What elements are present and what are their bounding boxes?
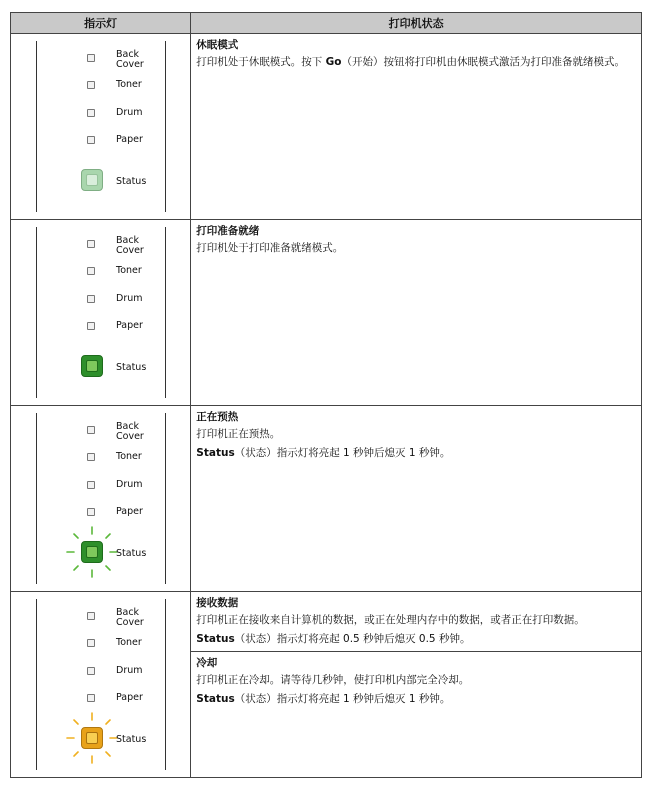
toner-label: Toner [116,451,142,462]
printer-status-cell [191,220,642,406]
status-label: Status [116,734,147,745]
paper-label: Paper [116,506,143,517]
drum-led-icon [87,109,95,117]
status-description: 打印机处于休眠模式。按下 Go（开始）按钮将打印机由休眠模式激活为打印准备就绪模式。 [196,56,625,68]
toner-led-icon [87,267,95,275]
paper-label: Paper [116,134,143,145]
back-cover-label: Back Cover [116,607,144,628]
status-title: 接收数据 [196,597,239,609]
table-header-row [11,13,642,34]
toner-led-icon [87,453,95,461]
drum-led-icon [87,481,95,489]
indicator-panel [36,413,166,584]
status-led-blinking-green-icon [81,541,103,563]
drum-label: Drum [116,479,143,490]
back-cover-label: Back Cover [116,421,144,442]
status-title: 正在预热 [196,411,239,423]
drum-led-icon [87,295,95,303]
indicator-panel-cell [11,220,191,406]
back-cover-label: Back Cover [116,49,144,70]
back-cover-led-icon [87,612,95,620]
drum-label: Drum [116,107,143,118]
indicator-panel-cell [11,592,191,778]
back-cover-led-icon [87,426,95,434]
back-cover-led-icon [87,240,95,248]
status-description-cooling: 打印机正在冷却。请等待几秒钟，使打印机内部完全冷却。 [196,674,470,686]
status-blink-description-cooling: Status（状态）指示灯将亮起 1 秒钟后熄灭 1 秒钟。 [196,693,451,705]
status-led-off-icon [81,169,103,191]
status-description: 打印机正在预热。 [196,428,281,440]
table-row [11,220,642,406]
status-blink-description: Status（状态）指示灯将亮起 1 秒钟后熄灭 1 秒钟。 [196,447,451,459]
status-description: 打印机正在接收来自计算机的数据，或正在处理内存中的数据，或者正在打印数据。 [196,614,585,626]
status-led-blinking-amber-icon [81,727,103,749]
status-label: Status [116,548,147,559]
status-led-on-icon [81,355,103,377]
table-row [11,592,642,778]
indicator-panel-cell [11,406,191,592]
printer-status-cell [191,34,642,220]
indicator-panel [36,599,166,770]
printer-status-cell [191,592,642,778]
header-indicator: 指示灯 [11,13,191,34]
indicator-panel [36,227,166,398]
paper-label: Paper [116,320,143,331]
status-title: 休眠模式 [196,39,239,51]
toner-label: Toner [116,265,142,276]
paper-led-icon [87,136,95,144]
status-blink-description: Status（状态）指示灯将亮起 0.5 秒钟后熄灭 0.5 秒钟。 [196,633,471,645]
led-status-table [10,12,642,778]
paper-label: Paper [116,692,143,703]
indicator-panel [36,41,166,212]
drum-label: Drum [116,293,143,304]
back-cover-label: Back Cover [116,235,144,256]
toner-led-icon [87,639,95,647]
paper-led-icon [87,694,95,702]
drum-label: Drum [116,665,143,676]
indicator-panel-cell [11,34,191,220]
status-title-cooling: 冷却 [196,657,218,669]
paper-led-icon [87,322,95,330]
table-row [11,406,642,592]
header-printer-status: 打印机状态 [191,13,642,34]
status-label: Status [116,362,147,373]
toner-led-icon [87,81,95,89]
printer-status-cell [191,406,642,592]
status-label: Status [116,176,147,187]
toner-label: Toner [116,79,142,90]
back-cover-led-icon [87,54,95,62]
status-description: 打印机处于打印准备就绪模式。 [196,242,344,254]
drum-led-icon [87,667,95,675]
toner-label: Toner [116,637,142,648]
cooling-section [191,651,641,707]
paper-led-icon [87,508,95,516]
status-title: 打印准备就绪 [196,225,260,237]
table-row [11,34,642,220]
